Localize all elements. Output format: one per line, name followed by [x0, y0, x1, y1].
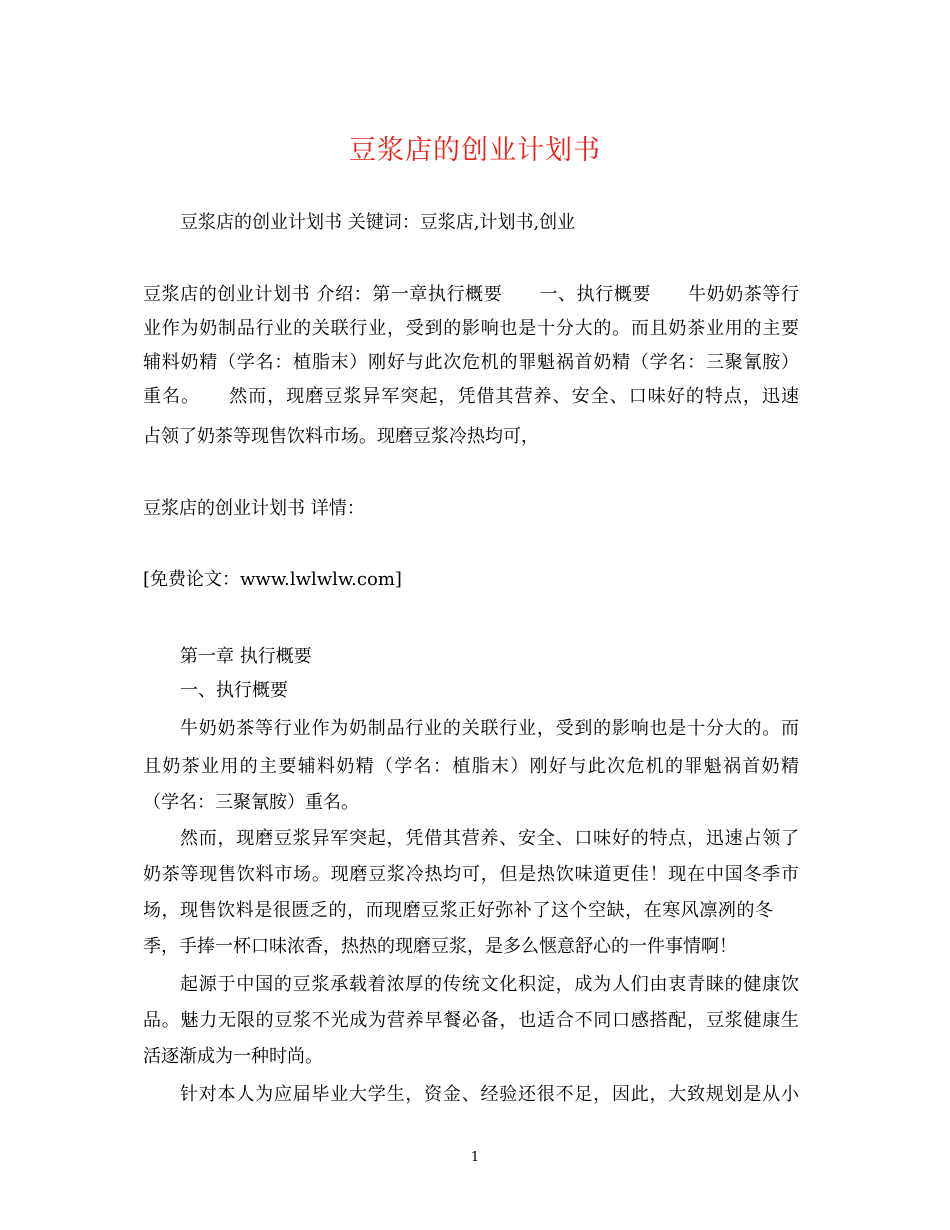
body-line-3: （学名：三聚氰胺）重名。 [143, 792, 359, 813]
chapter-heading: 第一章 执行概要 [180, 646, 312, 667]
body-line-11: 针对本人为应届毕业大学生，资金、经验还很不足，因此，大致规划是从小 [180, 1084, 799, 1105]
page-number: 1 [470, 1150, 480, 1165]
details-label: 豆浆店的创业计划书 详情： [143, 498, 365, 519]
body-line-7: 季，手捧一杯口味浓香，热热的现磨豆浆，是多么惬意舒心的一件事情啊！ [143, 936, 737, 957]
document-title: 豆浆店的创业计划书 [349, 135, 601, 166]
body-line-2: 且奶茶业用的主要辅料奶精（学名：植脂末）刚好与此次危机的罪魁祸首奶精 [143, 756, 799, 777]
source-link[interactable]: [免费论文：www.lwlwlw.com] [143, 569, 402, 590]
intro-line-3: 辅料奶精（学名：植脂末）刚好与此次危机的罪魁祸首奶精（学名：三聚氰胺） [143, 352, 799, 373]
section-heading: 一、执行概要 [180, 680, 288, 701]
body-line-5: 奶茶等现售饮料市场。现磨豆浆冷热均可，但是热饮味道更佳！现在中国冬季市 [143, 864, 799, 885]
body-line-8: 起源于中国的豆浆承载着浓厚的传统文化积淀，成为人们由衷青睐的健康饮 [180, 974, 799, 995]
body-line-1: 牛奶奶茶等行业作为奶制品行业的关联行业，受到的影响也是十分大的。而 [180, 718, 799, 739]
intro-line-5: 占领了奶茶等现售饮料市场。现磨豆浆冷热均可， [143, 426, 539, 447]
intro-line-1: 豆浆店的创业计划书 介绍：第一章执行概要 一、执行概要 牛奶奶茶等行 [143, 284, 799, 305]
keywords-line: 豆浆店的创业计划书 关键词：豆浆店,计划书,创业 [180, 212, 576, 233]
body-line-10: 活逐渐成为一种时尚。 [143, 1046, 323, 1067]
body-line-6: 场，现售饮料是很匮乏的，而现磨豆浆正好弥补了这个空缺，在寒风凛冽的冬 [143, 900, 773, 921]
intro-line-4: 重名。 然而，现磨豆浆异军突起，凭借其营养、安全、口味好的特点，迅速 [143, 386, 799, 407]
body-line-4: 然而，现磨豆浆异军突起，凭借其营养、安全、口味好的特点，迅速占领了 [180, 828, 799, 849]
body-line-9: 品。魅力无限的豆浆不光成为营养早餐必备，也适合不同口感搭配，豆浆健康生 [143, 1010, 799, 1031]
intro-line-2: 业作为奶制品行业的关联行业，受到的影响也是十分大的。而且奶茶业用的主要 [143, 318, 799, 339]
